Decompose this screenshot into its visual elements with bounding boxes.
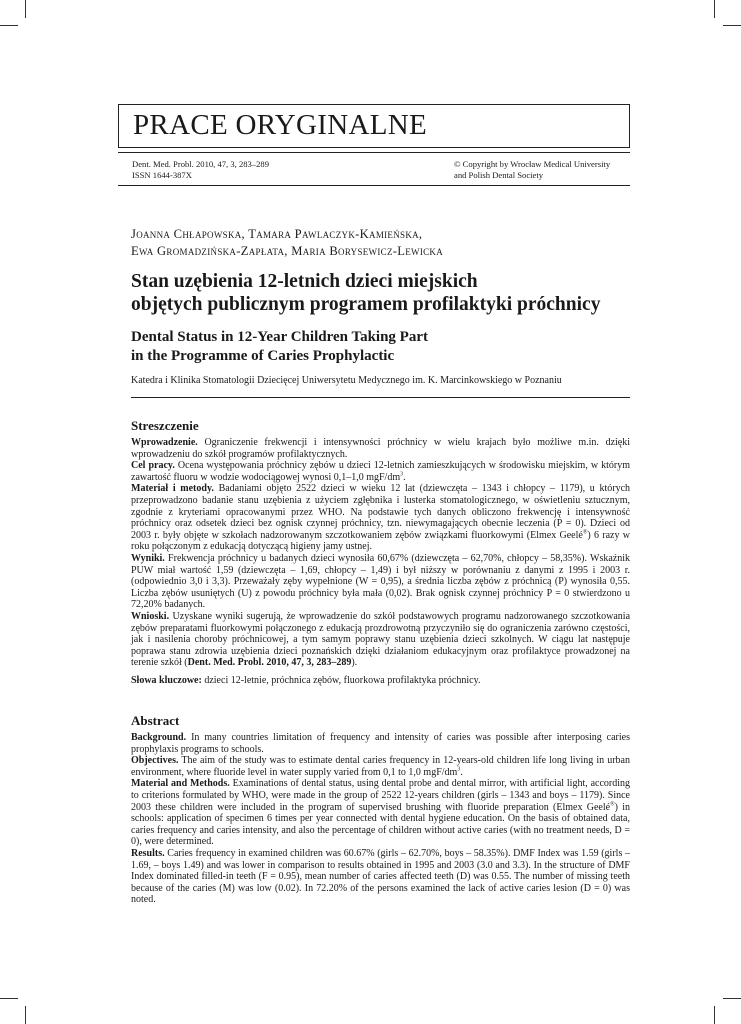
paragraph-text: The aim of the study was to estimate dental caries frequency in 12-years-old children life long living in urban environment, where fluoride level in water supply varied from 0,1 to 1,0 mgF/dm	[131, 755, 630, 778]
title-line: objętych publicznym programem profilaktyki próchnicy	[131, 294, 601, 315]
authors-line: Ewa Gromadzińska-Zapłata, Maria Borysewicz-Lewicka	[131, 244, 444, 258]
section-title: PRACE ORYGINALNE	[133, 109, 428, 141]
paragraph-label: Background.	[131, 732, 187, 743]
crop-mark	[723, 25, 741, 26]
citation-block	[132, 159, 269, 181]
paragraph-methods	[131, 483, 630, 553]
issn: ISSN 1644-387X	[132, 170, 192, 180]
paragraph-text: ).	[351, 657, 358, 669]
paragraph-text: ) 6 razy w roku połączonym z edukacją dotyczącą higieny jamy ustnej.	[131, 529, 630, 553]
keywords	[131, 675, 630, 687]
affiliation: Katedra i Klinika Stomatologii Dziecięcej Uniwersytetu Medycznego im. K. Marcinkowskiego w Poznaniu	[131, 375, 562, 386]
authors-line: Joanna Chłapowska, Tamara Pawlaczyk-Kamieńska,	[131, 227, 423, 241]
paragraph-aim: Cel pracy. Ocena występowania próchnicy zębów u dzieci 12-letnich zamieszkujących w środowisku miejskim, w którym zawartość fluoru w wodzie wodociągowej wynosi 0,1–1,0 mgF/$dm^3$.	[131, 460, 631, 483]
crop-mark	[25, 1006, 26, 1024]
article-title-english	[131, 328, 631, 366]
article-title-polish	[131, 270, 631, 316]
abstract-body	[131, 732, 630, 906]
paragraph-text: Uzyskane wyniki sugerują, że wprowadzenie do szkół podstawowych programu nadzorowanego szczotkowania zębów preparatami fluorkowymi połączonego z edukacją prozdrowotną przyczyniło się do ograniczenia zarówno częstości, jak i nasilenia choroby próchnicowej, a tym samym poprawy stanu uzębienia dzieci szkolnych. W ciągu lat następuje poprawa stanu zdrowia uzębienia dzieci poznańskich dzięki działaniom edukacyjnym oraz profilaktyce prowadzonej na terenie szkół (	[131, 610, 631, 669]
journal-meta	[118, 152, 630, 186]
crop-mark	[25, 0, 26, 18]
superscript: 3	[400, 471, 404, 478]
abstract-heading: Abstract	[131, 713, 180, 728]
paragraph-objectives	[131, 755, 630, 778]
keywords-label: Słowa kluczowe:	[131, 674, 202, 686]
paragraph-text: Caries frequency in examined children was 60.67% (girls – 62.70%, boys – 58.35%). DMF Index was 1.59 (girls – 1.69, – boys 1.49) and was lower in comparison to results obtained in 1995 and 2003 (3.0 and 3.3). In the structure of DMF Index dominated filled-in teeth (F = 0.95), mean number of caries affected teeth (D) was 0.55. The number of missing teeth because of the caries (M) was low (0.02). In 72.20% of the persons examined the lack of active caries lesion (D = 0) was noted.	[131, 847, 630, 906]
paragraph-text: Ocena występowania próchnicy zębów u dzieci 12-letnich zamieszkujących w środowisku miejskim, w którym zawartość fluoru w wodzie wodociągowej wynosi 0,1–1,0 mgF/dm	[131, 460, 631, 483]
crop-mark	[723, 998, 741, 999]
paragraph-label: Wyniki.	[131, 552, 165, 564]
paragraph-text: In many countries limitation of frequency and intensity of caries was possible after interposing caries prophylaxis programs to schools.	[131, 732, 630, 755]
citation-ref: Dent. Med. Probl. 2010, 47, 3, 283–289	[187, 657, 352, 669]
copyright-line: and Polish Dental Society	[454, 170, 544, 180]
paragraph-text: Frekwencja próchnicy u badanych dzieci wynosiła 60,67% (dziewczęta – 62,70%, chłopcy – 58,35%). Wskaźnik PUW miał wartość 1,59 (dziewczęta – 1,69, chłopcy – 1,49) i był niższy w porównaniu z danymi z 1995 i 2003 r. (odpowiednio 3,0 i 3,3). Przeważały zęby wypełnione (W = 0,95), a średnia liczba zębów z próchnicą (P) wynosiła 0,55. Liczba zębów usuniętych (U) z powodu próchnicy była mała (0,02). Brak ognisk czynnej próchnicy P = 0 stwierdzono u 72,20% badanych.	[131, 552, 630, 611]
paragraph-text: Badaniami objęto 2522 dzieci w wieku 12 lat (dziewczęta – 1343 i chłopcy – 1179), u których przeprowadzono badanie stanu uzębienia z użyciem zgłębnika i lusterka stomatologicznego, w oświetleniu sztucznym, zgodnie z kryteriami opracowanymi przez WHO. Na podstawie tych danych obliczono frekwencję i intensywność próchnicy oraz odsetek dzieci bez ognisk czynnej próchnicy, tzn. niewymagających obecnie leczenia (P = 0). Dzieci od 2003 r. były objęte w szkołach nadzorowanym szczotkowaniem zębów związkami fluorkowymi (Elmex Geelé	[131, 483, 631, 541]
paragraph-text: .	[460, 766, 463, 778]
paragraph-results	[131, 553, 630, 611]
streszczenie-heading: Streszczenie	[131, 418, 199, 433]
section-header-box	[118, 104, 630, 148]
title-line: in the Programme of Caries Prophylactic	[131, 348, 395, 364]
copyright-line: © Copyright by Wrocław Medical University	[454, 159, 611, 169]
title-line: Stan uzębienia 12-letnich dzieci miejskich	[131, 271, 478, 292]
paragraph-label: Material and Methods.	[131, 778, 230, 790]
paragraph-results	[131, 848, 630, 906]
paragraph-background	[131, 732, 630, 755]
paragraph-label: Results.	[131, 847, 165, 859]
paragraph-text: Ograniczenie frekwencji i intensywności próchnicy w wielu krajach było możliwe m.in. dzięki wprowadzeniu do szkół programów profilaktycznych.	[131, 437, 631, 460]
paragraph-methods	[131, 778, 630, 848]
superscript: ®	[610, 801, 615, 808]
paragraph-label: Wnioski.	[131, 610, 170, 622]
crop-mark	[714, 1006, 715, 1024]
paragraph-label: Materiał i metody.	[131, 483, 214, 495]
superscript: ®	[582, 529, 588, 536]
paragraph-text: Examinations of dental status, using dental probe and dental mirror, with artificial light, according to criterions formulated by WHO, were made in the group of 2522 12-years children (girls – 1343 and boys – 1179). Since 2003 these children were included in the program of supervised brushing with fluoride preparation (Elmex Geelé	[131, 778, 631, 813]
keywords-text: dzieci 12-letnie, próchnica zębów, fluorkowa profilaktyka próchnicy.	[204, 674, 481, 686]
superscript: 3	[457, 766, 461, 773]
copyright-block	[454, 159, 610, 181]
crop-mark	[714, 0, 715, 18]
crop-mark	[0, 25, 18, 26]
citation-line: Dent. Med. Probl. 2010, 47, 3, 283–289	[132, 159, 270, 169]
title-line: Dental Status in 12-Year Children Taking Part	[131, 329, 428, 345]
paragraph-conclusions	[131, 611, 630, 669]
paragraph-label: Objectives.	[131, 755, 179, 767]
divider	[131, 397, 630, 398]
paragraph-text: ) in schools: application of specimen 6 times per year connected with dental hygiene education. On the basis of obtained data, caries frequency and caries intensity, and also the percentage of children without active caries (with no treatment needs, D = 0), were determined.	[131, 801, 631, 848]
streszczenie-body	[131, 437, 630, 686]
crop-mark	[0, 998, 18, 999]
paragraph-label: Cel pracy.	[131, 460, 175, 472]
paragraph-introduction	[131, 437, 630, 460]
paragraph-label: Wprowadzenie.	[131, 437, 198, 448]
author-list	[131, 226, 443, 260]
